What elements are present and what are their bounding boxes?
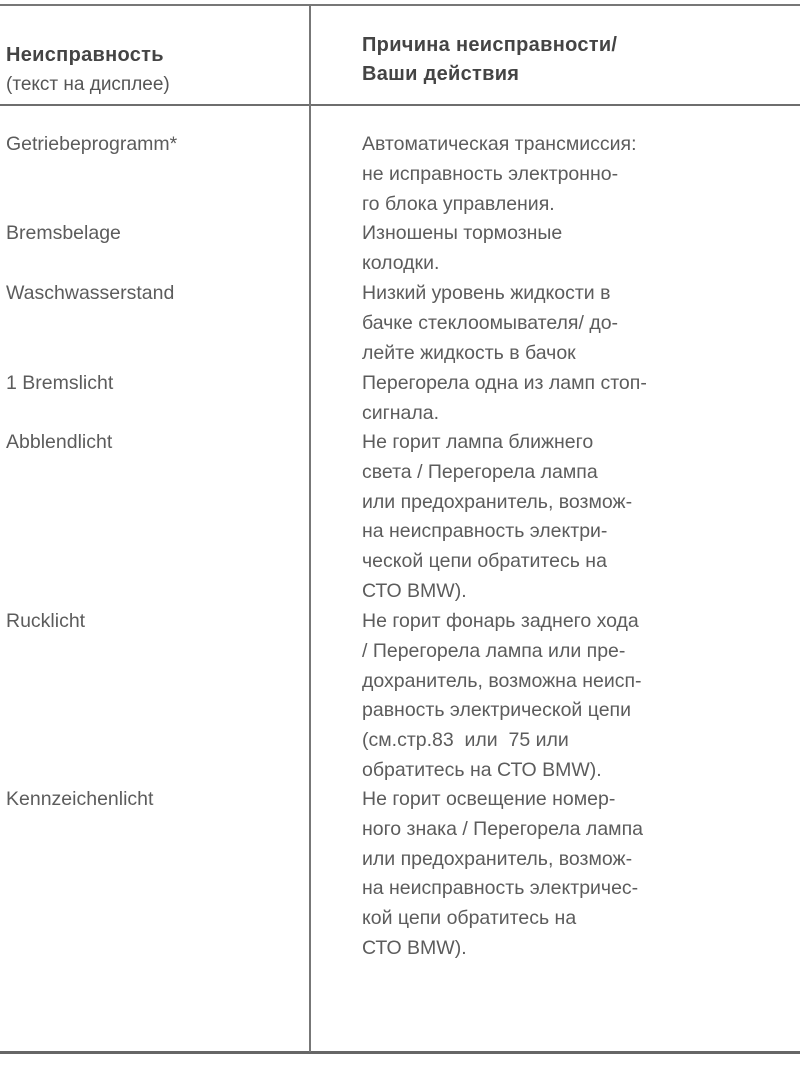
cause-line: света / Перегорела лампа	[362, 460, 598, 483]
fault-cause	[362, 130, 800, 219]
header-fault-title: Неисправность	[6, 44, 164, 66]
cause-line: на неисправность электри-	[362, 520, 608, 543]
fault-cause	[362, 428, 800, 607]
column-divider	[309, 5, 311, 1052]
cause-line: Не горит лампа ближнего	[362, 431, 594, 453]
cause-line: ческой цепи обратитесь на	[362, 550, 607, 573]
cause-line: колодки.	[362, 251, 440, 274]
header-cause-title-line1: Причина неисправности/	[362, 34, 618, 56]
fault-cause	[362, 785, 800, 964]
header-cause-title-line2: Ваши действия	[362, 63, 520, 85]
cause-line: го блока управления.	[362, 192, 555, 215]
fault-name: Waschwasserstand	[6, 282, 175, 304]
fault-name: Kennzeichenlicht	[6, 788, 154, 810]
fault-name: Getriebeprogramm*	[6, 133, 178, 155]
cause-line: сигнала.	[362, 401, 440, 424]
cause-line: или предохранитель, возмож-	[362, 847, 633, 870]
table-top-rule	[0, 4, 800, 6]
cause-line: кой цепи обратитесь на	[362, 907, 577, 930]
cause-line: Не горит фонарь заднего хода	[362, 610, 639, 632]
fault-name: Abblendlicht	[6, 431, 113, 453]
cause-line: Не горит освещение номер-	[362, 788, 616, 810]
table-header-rule	[0, 104, 800, 106]
cause-line: обратитесь на СТО BMW).	[362, 758, 602, 781]
cause-line: дохранитель, возможна неисп-	[362, 669, 642, 692]
cause-line: СТО BMW).	[362, 579, 467, 602]
fault-name: Rucklicht	[6, 610, 86, 632]
header-fault-subtitle: (текст на дисплее)	[6, 74, 170, 95]
fault-cause	[362, 219, 800, 279]
header-left	[6, 41, 301, 99]
fault-name: Bremsbelage	[6, 222, 121, 244]
fault-cause	[362, 279, 800, 368]
cause-line: Изношены тормозные	[362, 222, 563, 244]
cause-line: лейте жидкость в бачок	[362, 341, 576, 364]
cause-line: Автоматическая трансмиссия:	[362, 133, 637, 155]
table-bottom-rule	[0, 1051, 800, 1054]
cause-line: / Перегорела лампа или пре-	[362, 639, 626, 662]
cause-line: ного знака / Перегорела лампа	[362, 817, 643, 840]
cause-line: не исправность электронно-	[362, 162, 619, 185]
fault-cause	[362, 607, 800, 786]
cause-line: или предохранитель, возмож-	[362, 490, 633, 513]
fault-name: 1 Bremslicht	[6, 372, 114, 394]
cause-line: СТО BMW).	[362, 936, 467, 959]
fault-cause	[362, 369, 800, 429]
cause-line: Низкий уровень жидкости в	[362, 282, 611, 304]
cause-line: равность электрической цепи	[362, 699, 631, 722]
cause-line: бачке стеклоомывателя/ до-	[362, 311, 619, 334]
cause-line: (см.стр.83 или 75 или	[362, 729, 569, 752]
cause-line: Перегорела одна из ламп стоп-	[362, 372, 647, 394]
cause-line: на неисправность электричес-	[362, 877, 639, 900]
header-right	[362, 31, 800, 89]
